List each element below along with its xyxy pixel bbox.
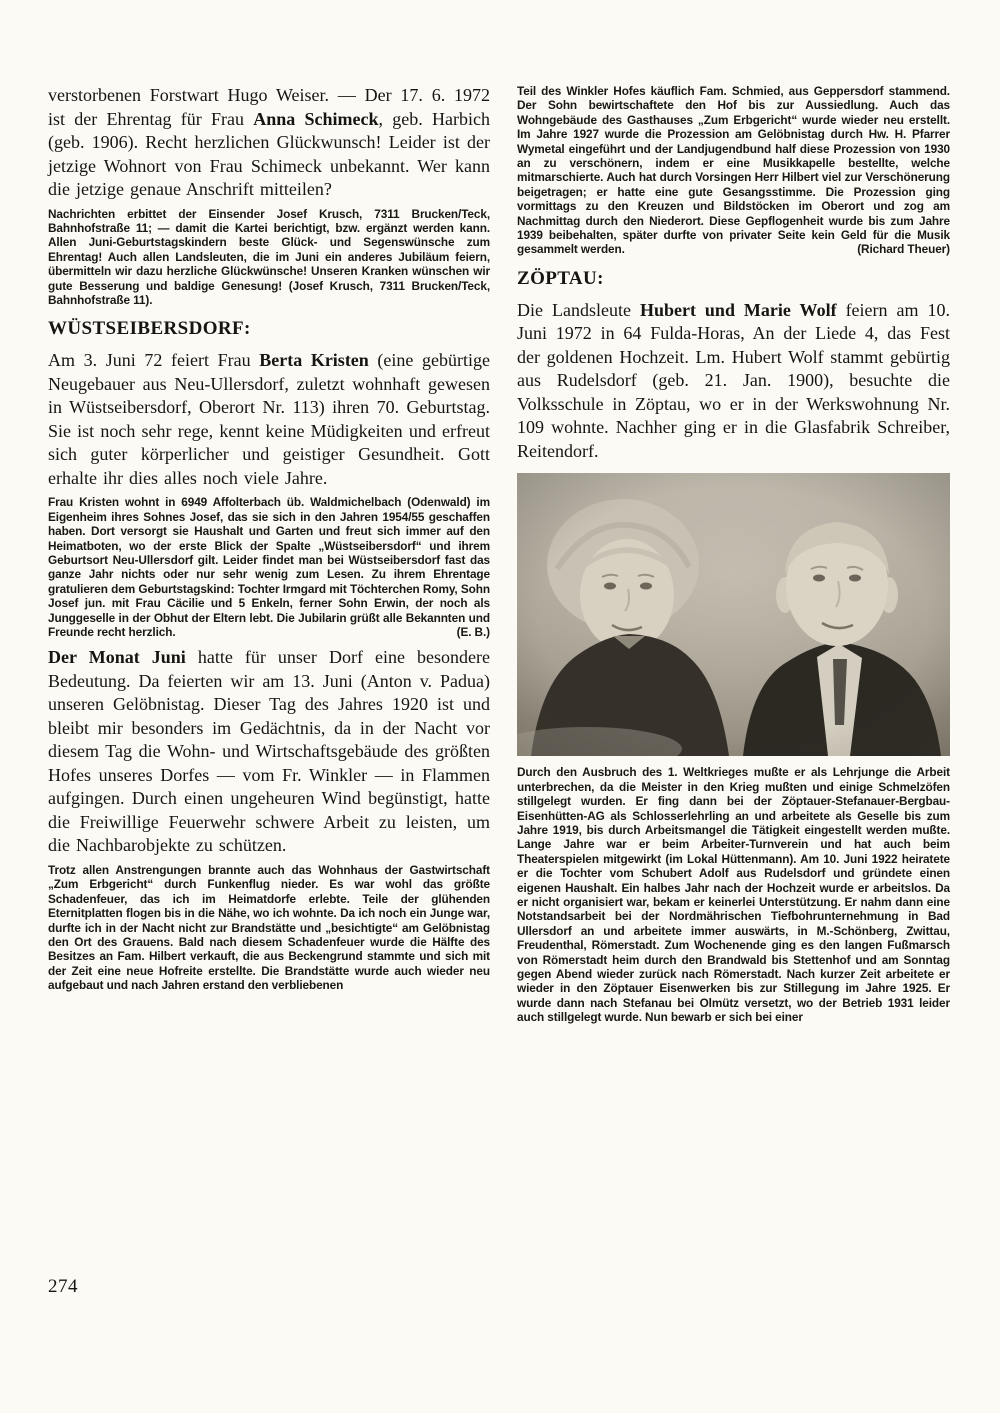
paragraph-wolf-lebenslauf: Durch den Ausbruch des 1. Weltkrieges mußte er als Lehrjunge die Arbeit unterbrechen, da die Meister in den Krieg mußten und einige Schmelzöfen stillgelegt wurden. Er fing dann bei der Zöptauer-Stefanauer-Bergbau-Eisenhütten-AG als Schlosserlehrling an und arbeitete als Geselle bis zum Jahre 1919, bis durch Arbeitsmangel die Tätigkeit eingestellt werden mußte. Lange Jahre war er beim Arbeiter-Turnverein und hat auch beim Theaterspielen mitgewirkt (im Lokal Hüttenmann). Am 10. Juni 1922 heiratete er die Tochter vom Schubert Adolf aus Rudelsdorf und gründete einen eigenen Haushalt. Ein halbes Jahr nach der Hochzeit wurde er arbeitslos. Da er nicht organisiert war, bekam er keinerlei Unterstützung. Er nahm dann eine Notstandsarbeit bei der Nordmährischen Tiefbohrunternehmung in Bad Ullersdorf an und arbeitete immer auswärts, in M.-Schönberg, Zwittau, Freudenthal, Römerstadt. Zum Wochenende ging es den langen Fußmarsch von Römerstadt heim durch den Brandwald bis Stettenhof und am Sonntag gegen Abend wieder zurück nach Römerstadt. Nach kurzer Zeit arbeitete er wieder in den Zöptauer Eisenwerken bis zur Stillegung im Jahre 1925. Er wurde dann nach Stefanau bei Olmütz versetzt, wo der Betrieb 1931 leider auch stillgelegt wurde. Nun bewarb er sich bei einer: [517, 765, 950, 1025]
right-column: [517, 84, 950, 1032]
text-run: verstorbenen Forstwart Hugo Weiser. — Der 17. 6. 1972 ist der Ehrentag für Frau: [48, 85, 490, 129]
person-name-berta-kristen: Berta Kristen: [259, 350, 369, 371]
paragraph-monat-juni: [48, 646, 490, 858]
text-run: Am 3. Juni 72 feiert Frau: [48, 350, 260, 371]
text-run: (eine gebürtige Neugebauer aus Neu-Ullersdorf, zuletzt wohnhaft gewesen in Wüstseibersdorf, Oberort Nr. 113) ihren 70. Geburtstag. Sie ist noch sehr rege, kennt keine Müdigkeiten und erfreut sich guter körperlicher und geistiger Gesundheit. Gott erhalte ihr dies alles noch viele Jahre.: [48, 350, 491, 488]
paragraph-brand-geschichte: Trotz allen Anstrengungen brannte auch das Wohnhaus der Gastwirtschaft „Zum Erbgericht“ durch Funkenflug nieder. Es war wohl das größte Schadenfeuer, das ich im Heimatdorfe erlebte. Teile der glühenden Eternitplatten flogen bis in die Nähe, wo ich wohnte. Da ich noch ein Junge war, durfte ich in der Nacht nicht zur Brandstätte und „besichtigte“ am Gelöbnistag den Ort des Grauens. Bald nach diesem Schadenfeuer wurde die Hälfte des Besitzes an Fam. Hilbert verkauft, die aus Beckengrund stammte und sich mit der Zeit eine neue Hofreite erstellte. Die Brandstätte wurde auch wieder neu aufgebaut und nach Jahren erstand den verbliebenen: [48, 862, 490, 993]
page-number: 274: [48, 1276, 78, 1297]
paragraph-kristen-details: [48, 495, 490, 639]
text-run: , geb. Harbich (geb. 1906). Recht herzlichen Glückwunsch! Leider ist der jetzige Wohnort von Frau Schimeck unbekannt. Wer kann die jetzige genaue Anschrift mitteilen?: [48, 108, 490, 199]
section-heading-zoeptau: ZÖPTAU:: [517, 267, 604, 289]
person-name-hubert-marie-wolf: Hubert und Marie Wolf: [639, 299, 837, 320]
text-run: Teil des Winkler Hofes käuflich Fam. Schmied, aus Geppersdorf stammend. Der Sohn bewirtschaftete den Hof bis zur Aussiedlung. Auch das Wohngebäude des Gasthauses „Zum Erbgericht“ wurde wieder neu erstellt. Im Jahre 1927 wurde die Prozession am Gelöbnistag durch Hw. H. Pfarrer Wymetal eingeführt und der Landjugendbund half diese Prozession von 1930 an zu verschönern, indem er eine Musikkapelle bestellte, welche mitmarschierte. Auch hat durch Vorsingen Herr Hilbert viel zur Verschönerung beigetragen; er hatte eine gute Gesangsstimme. Die Prozession ging vormittags zu den Kreuzen und Bildstöcken im Oberort und zog am Nachmittag durch den Niederort. Diese Gepflogenheit wurde bis zum Jahre 1939 beibehalten, später durfte von privater Seite kein Geld für die Musik gesammelt werden.: [517, 84, 950, 257]
author-initials: (E. B.): [456, 625, 490, 639]
author-name-richard-theuer: (Richard Theuer): [857, 242, 950, 257]
text-run: hatte für unser Dorf eine besondere Bedeutung. Da feierten wir am 13. Juni (Anton v. Padua) unseren Gelöbnistag. Dieser Tag des Jahres 1920 ist und bleibt mir besonders im Gedächtnis, da in der Nacht vor diesem Tag die Wohn- und Wirtschaftsgebäude des größten Hofes unseres Dorfes — vom Fr. Winkler — in Flammen aufgingen. Durch einen ungeheuren Wind begünstigt, hatte die Freiwillige Feuerwehr schwere Arbeit zu leisten, um die Nachbarobjekte zu schützen.: [48, 647, 490, 856]
paragraph-winkler-hof: [517, 84, 950, 257]
couple-photo-illustration: [517, 473, 950, 756]
photo-vignette: [517, 473, 950, 756]
paragraph-wolf-goldene-hochzeit: [517, 299, 950, 464]
lead-in-monat-juni: Der Monat Juni: [48, 647, 186, 668]
paragraph-anna-schimeck: [48, 84, 490, 202]
section-heading-wuestseibersdorf: WÜSTSEIBERSDORF:: [48, 318, 251, 340]
text-run: Die Landsleute: [517, 299, 640, 320]
person-name-anna-schimeck: Anna Schimeck: [253, 108, 379, 129]
text-run: Frau Kristen wohnt in 6949 Affolterbach üb. Waldmichelbach (Odenwald) im Eigenheim ihres Sohnes Josef, das sie sich in den Jahren 1954/55 geschaffen haben. Dort versorgt sie Haushalt und Garten und freut sich immer auf den Heimatboten, wo der erste Blick der Spalte „Wüstseibersdorf“ und ihrem Geburtsort Neu-Ullersdorf gilt. Leider findet man bei Wüstseibersdorf fast das ganze Jahr nichts oder nur sehr wenig zum Lesen. Zu ihrem Ehrentage gratulieren dem Geburtstagskind: Tochter Irmgard mit Töchterchen Romy, Sohn Josef jun. mit Frau Cäcilie und 5 Enkeln, ferner Sohn Erwin, der noch als Junggeselle in der Obhut der Eltern lebt. Die Jubilarin grüßt alle Bekannten und Freunde recht herzlich.: [48, 495, 490, 639]
paragraph-berta-kristen: [48, 349, 490, 490]
text-run: feiern am 10. Juni 1972 in 64 Fulda-Horas, An der Liede 4, das Fest der goldenen Hochzeit. Lm. Hubert Wolf stammt gebürtig aus Rudelsdorf (geb. 21. Jan. 1900), besuchte die Volksschule in Zöptau, wo er in der Werkswohnung Nr. 109 wohnte. Nachher ging er in die Glasfabrik Schreiber, Reitendorf.: [517, 299, 950, 461]
notice-josef-krusch: Nachrichten erbittet der Einsender Josef Krusch, 7311 Brucken/Teck, Bahnhofstraße 11; — damit die Kartei berichtigt, bzw. ergänzt werden kann. Allen Juni-Geburtstagskindern beste Glück- und Segenswünsche zum Ehrentag! Auch allen Landsleuten, die im Juni ein anderes Jubiläum feiern, übermitteln wir dazu herzliche Glückwünsche! Unseren Kranken wünschen wir gute Besserung und baldige Genesung! (Josef Krusch, 7311 Brucken/Teck, Bahnhofstraße 11).: [48, 206, 490, 307]
golden-wedding-couple-photo: [517, 473, 950, 756]
left-column: [48, 84, 490, 1000]
